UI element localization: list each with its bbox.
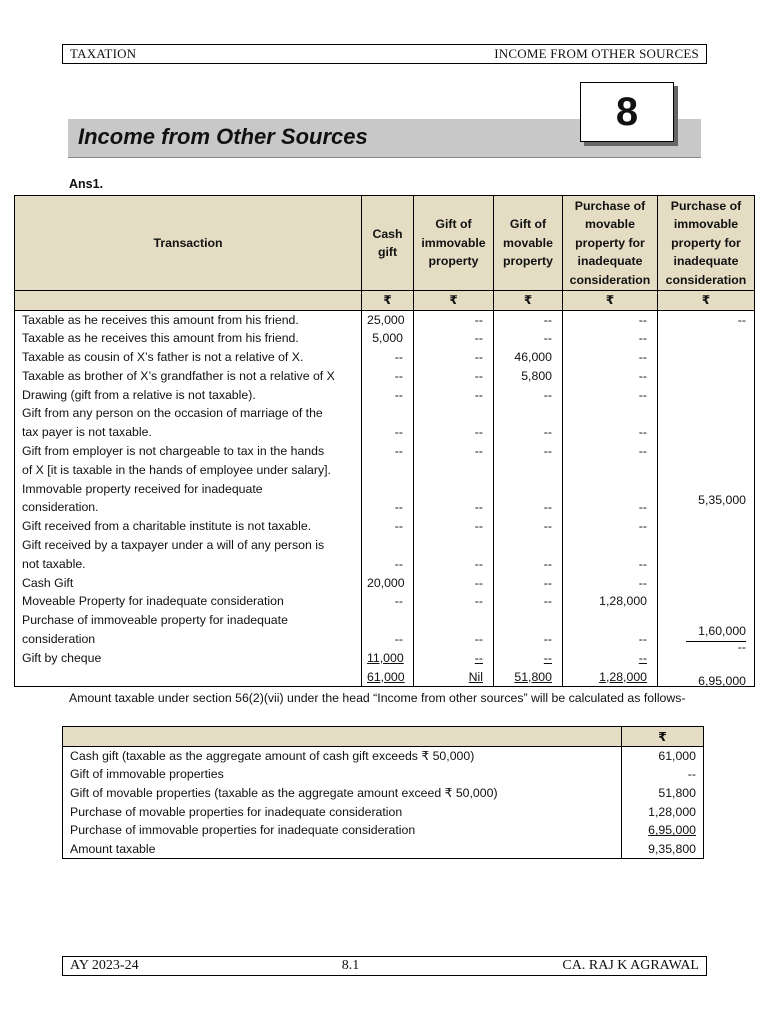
column-header: Purchase of immovable property for inadequate consideration — [658, 196, 755, 291]
immovable-gift-cell: -- — [414, 329, 494, 348]
movable-gift-cell: -- — [494, 555, 563, 574]
table-row — [15, 329, 755, 348]
transaction-description: consideration. — [15, 498, 362, 517]
summary-amount: 1,28,000 — [622, 802, 704, 821]
purchase-movable-cell — [563, 461, 658, 480]
movable-gift-cell: -- — [494, 329, 563, 348]
summary-amount: 6,95,000 — [622, 821, 704, 840]
purchase-movable-cell: -- — [563, 574, 658, 593]
immovable-gift-cell: -- — [414, 555, 494, 574]
transaction-description: Drawing (gift from a relative is not taxable). — [15, 386, 362, 405]
table-row — [15, 348, 755, 367]
immovable-gift-cell: -- — [414, 423, 494, 442]
transaction-description: Gift by cheque — [15, 649, 362, 668]
cash-gift-cell: -- — [362, 630, 414, 649]
cash-gift-cell — [362, 480, 414, 499]
totals-label-cell — [15, 668, 362, 687]
page-title: Income from Other Sources — [78, 124, 368, 149]
purchase-immovable-value: 1,60,000 — [698, 623, 746, 638]
table-row — [15, 367, 755, 386]
transaction-description: Gift from any person on the occasion of marriage of the — [15, 404, 362, 423]
column-header: Gift of immovable property — [414, 196, 494, 291]
movable-gift-cell: -- — [494, 630, 563, 649]
movable-gift-cell: -- — [494, 310, 563, 329]
immovable-gift-cell: -- — [414, 649, 494, 668]
column-header: Transaction — [15, 196, 362, 291]
table-header-row — [15, 196, 755, 291]
transaction-description: Immovable property received for inadequate — [15, 480, 362, 499]
table-row — [15, 630, 755, 649]
immovable-gift-cell: -- — [414, 310, 494, 329]
table-row — [15, 442, 755, 461]
purchase-movable-cell: -- — [563, 310, 658, 329]
movable-gift-cell: -- — [494, 442, 563, 461]
rupee-icon: ₹ — [563, 291, 658, 311]
movable-gift-cell — [494, 480, 563, 499]
movable-gift-cell — [494, 536, 563, 555]
purchase-movable-cell: -- — [563, 630, 658, 649]
purchase-movable-cell: -- — [563, 442, 658, 461]
table-row — [15, 423, 755, 442]
transaction-description: consideration — [15, 630, 362, 649]
movable-gift-cell: -- — [494, 423, 563, 442]
total-amount: 51,800 — [514, 669, 552, 684]
movable-gift-cell — [494, 461, 563, 480]
summary-header-blank — [63, 727, 622, 747]
immovable-gift-cell: -- — [414, 592, 494, 611]
summary-label: Gift of immovable properties — [63, 765, 622, 784]
rupee-icon: ₹ — [494, 291, 563, 311]
footer-page-number: 8.1 — [341, 958, 360, 973]
cash-gift-cell: -- — [362, 442, 414, 461]
movable-gift-cell: -- — [494, 649, 563, 668]
purchase-movable-cell: -- — [563, 329, 658, 348]
table-row — [15, 536, 755, 555]
cash-gift-cell: -- — [362, 386, 414, 405]
total-value — [494, 668, 563, 687]
summary-label: Amount taxable — [63, 839, 622, 858]
summary-amount: -- — [622, 765, 704, 784]
purchase-movable-cell — [563, 480, 658, 499]
footer-assessment-year: AY 2023-24 — [70, 958, 139, 973]
summary-row — [63, 821, 704, 840]
immovable-gift-cell: -- — [414, 630, 494, 649]
purchase-movable-cell: 1,28,000 — [563, 592, 658, 611]
cash-gift-cell — [362, 461, 414, 480]
purchase-movable-cell: -- — [563, 649, 658, 668]
currency-row — [15, 291, 755, 311]
summary-row — [63, 747, 704, 766]
summary-intro-text: Amount taxable under section 56(2)(vii) under the head “Income from other sources” will be calculated as follows- — [69, 691, 686, 705]
cash-gift-cell: -- — [362, 423, 414, 442]
cash-gift-cell: 11,000 — [362, 649, 414, 668]
purchase-immovable-value: 6,95,000 — [698, 673, 746, 688]
transaction-description: tax payer is not taxable. — [15, 423, 362, 442]
total-amount: 61,000 — [367, 669, 405, 684]
cash-gift-cell: -- — [362, 348, 414, 367]
summary-label: Gift of movable properties (taxable as the aggregate amount exceed ₹ 50,000) — [63, 784, 622, 803]
page-header — [62, 44, 707, 64]
table-row — [15, 404, 755, 423]
cash-gift-cell: 5,000 — [362, 329, 414, 348]
purchase-movable-cell: -- — [563, 423, 658, 442]
summary-row — [63, 802, 704, 821]
purchase-movable-cell: -- — [563, 348, 658, 367]
movable-gift-cell: -- — [494, 574, 563, 593]
movable-gift-cell: 5,800 — [494, 367, 563, 386]
transaction-description: Gift received by a taxpayer under a will of any person is — [15, 536, 362, 555]
column-header: Purchase of movable property for inadequate consideration — [563, 196, 658, 291]
transaction-description: Taxable as cousin of X’s father is not a relative of X. — [15, 348, 362, 367]
totals-row — [15, 668, 755, 687]
cash-gift-cell: -- — [362, 367, 414, 386]
purchase-immovable-value: -- — [737, 312, 746, 327]
summary-table — [62, 726, 704, 859]
cash-gift-cell: 20,000 — [362, 574, 414, 593]
transaction-description: Moveable Property for inadequate consideration — [15, 592, 362, 611]
rupee-icon: ₹ — [362, 291, 414, 311]
summary-label: Purchase of movable properties for inadequate consideration — [63, 802, 622, 821]
purchase-movable-cell: -- — [563, 386, 658, 405]
purchase-movable-cell: -- — [563, 555, 658, 574]
immovable-gift-cell — [414, 480, 494, 499]
table-row — [15, 480, 755, 499]
immovable-gift-cell — [414, 611, 494, 630]
transaction-description: Taxable as he receives this amount from his friend. — [15, 310, 362, 329]
column-header: Gift of movable property — [494, 196, 563, 291]
transaction-description: Taxable as brother of X’s grandfather is not a relative of X — [15, 367, 362, 386]
transaction-description: of X [it is taxable in the hands of employee under salary]. — [15, 461, 362, 480]
immovable-gift-cell: -- — [414, 574, 494, 593]
table-row — [15, 498, 755, 517]
transaction-description: not taxable. — [15, 555, 362, 574]
purchase-movable-cell: -- — [563, 367, 658, 386]
table-row — [15, 386, 755, 405]
transaction-description: Cash Gift — [15, 574, 362, 593]
purchase-movable-cell: -- — [563, 498, 658, 517]
cash-gift-cell: -- — [362, 555, 414, 574]
immovable-gift-cell: -- — [414, 498, 494, 517]
table-row — [15, 310, 755, 329]
summary-amount: 61,000 — [622, 747, 704, 766]
movable-gift-cell — [494, 404, 563, 423]
transaction-description: Gift from employer is not chargeable to tax in the hands — [15, 442, 362, 461]
summary-amount: 9,35,800 — [622, 839, 704, 858]
page-footer — [62, 956, 707, 976]
immovable-gift-cell — [414, 536, 494, 555]
table-row — [15, 574, 755, 593]
summary-row — [63, 839, 704, 858]
summary-header-row — [63, 727, 704, 747]
movable-gift-cell: -- — [494, 592, 563, 611]
movable-gift-cell: -- — [494, 386, 563, 405]
table-row — [15, 517, 755, 536]
purchase-immovable-column — [658, 310, 755, 687]
cash-gift-cell: 25,000 — [362, 310, 414, 329]
cash-gift-cell — [362, 611, 414, 630]
chapter-number-box: 8 — [580, 82, 674, 142]
movable-gift-cell: -- — [494, 498, 563, 517]
summary-label: Cash gift (taxable as the aggregate amount of cash gift exceeds ₹ 50,000) — [63, 747, 622, 766]
purchase-movable-cell — [563, 611, 658, 630]
summary-label: Purchase of immovable properties for inadequate consideration — [63, 821, 622, 840]
table-row — [15, 611, 755, 630]
total-amount: 1,28,000 — [599, 669, 647, 684]
immovable-gift-cell: -- — [414, 442, 494, 461]
answer-label: Ans1. — [69, 177, 104, 191]
table-row — [15, 649, 755, 668]
table-row — [15, 461, 755, 480]
total-value — [563, 668, 658, 687]
immovable-gift-cell — [414, 461, 494, 480]
table-row — [15, 555, 755, 574]
currency-cell — [15, 291, 362, 311]
table-row — [15, 592, 755, 611]
cash-gift-cell: -- — [362, 498, 414, 517]
transaction-description: Taxable as he receives this amount from his friend. — [15, 329, 362, 348]
movable-gift-cell: -- — [494, 517, 563, 536]
total-amount: Nil — [468, 669, 483, 684]
cash-gift-cell: -- — [362, 517, 414, 536]
header-chapter-title: INCOME FROM OTHER SOURCES — [494, 46, 699, 61]
column-header: Cash gift — [362, 196, 414, 291]
cash-gift-cell — [362, 536, 414, 555]
footer-author: CA. RAJ K AGRAWAL — [562, 958, 699, 973]
movable-gift-cell — [494, 611, 563, 630]
transactions-table — [14, 195, 755, 687]
immovable-gift-cell: -- — [414, 367, 494, 386]
movable-gift-cell: 46,000 — [494, 348, 563, 367]
rupee-icon: ₹ — [658, 291, 755, 311]
rupee-icon: ₹ — [622, 727, 704, 747]
transaction-description: Gift received from a charitable institute is not taxable. — [15, 517, 362, 536]
total-value — [414, 668, 494, 687]
immovable-gift-cell: -- — [414, 386, 494, 405]
purchase-movable-cell — [563, 404, 658, 423]
summary-amount: 51,800 — [622, 784, 704, 803]
summary-row — [63, 765, 704, 784]
header-subject: TAXATION — [70, 46, 137, 61]
cash-gift-cell: -- — [362, 592, 414, 611]
immovable-gift-cell: -- — [414, 348, 494, 367]
rupee-icon: ₹ — [414, 291, 494, 311]
purchase-movable-cell — [563, 536, 658, 555]
cash-gift-cell — [362, 404, 414, 423]
immovable-gift-cell — [414, 404, 494, 423]
purchase-movable-cell: -- — [563, 517, 658, 536]
immovable-gift-cell: -- — [414, 517, 494, 536]
total-value — [362, 668, 414, 687]
purchase-immovable-value: -- — [737, 639, 746, 654]
summary-row — [63, 784, 704, 803]
transaction-description: Purchase of immoveable property for inadequate — [15, 611, 362, 630]
purchase-immovable-value: 5,35,000 — [698, 492, 746, 507]
